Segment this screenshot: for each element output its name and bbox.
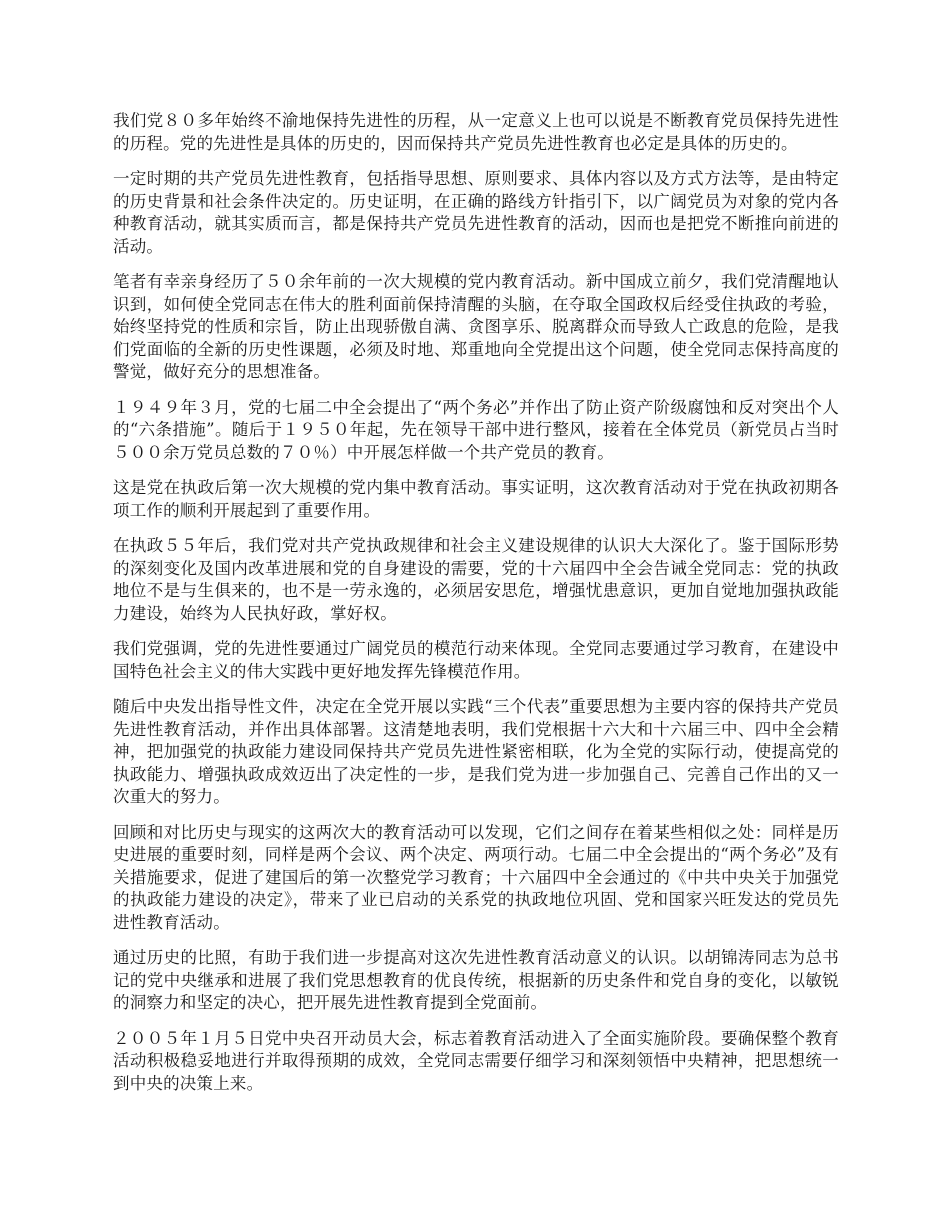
paragraph-10: 通过历史的比照，有助于我们进一步提高对这次先进性教育活动意义的认识。以胡锦涛同志为总书记的党中央继承和进展了我们党思想教育的优良传统，根据新的历史条件和党自身的变化，以敏锐的洞察力和坚定的决心，把开展先进性教育提到全党面前。 [113, 948, 839, 1012]
paragraph-1: 我们党８０多年始终不渝地保持先进性的历程，从一定意义上也可以说是不断教育党员保持先进性的历程。党的先进性是具体的历史的，因而保持共产党员先进性教育也必定是具体的历史的。 [113, 111, 839, 153]
paragraph-2: 一定时期的共产党员先进性教育，包括指导思想、原则要求、具体内容以及方式方法等，是由特定的历史背景和社会条件决定的。历史证明，在正确的路线方针指引下，以广阔党员为对象的党内各种教育活动，就其实质而言，都是保持共产党员先进性教育的活动，因而也是把党不断推向前进的活动。 [113, 169, 839, 256]
paragraph-8: 随后中央发出指导性文件，决定在全党开展以实践“三个代表”重要思想为主要内容的保持共产党员先进性教育活动，并作出具体部署。这清楚地表明，我们党根据十六大和十六届三中、四中全会精神，把加强党的执政能力建设同保持共产党员先进性紧密相联，化为全党的实际行动，使提高党的执政能力、增强执政成效迈出了决定性的一步，是我们党为进一步加强自己、完善自己作出的又一次重大的努力。 [113, 697, 839, 806]
paragraph-11: ２００５年１月５日党中央召开动员大会，标志着教育活动进入了全面实施阶段。要确保整个教育活动积极稳妥地进行并取得预期的成效，全党同志需要仔细学习和深刻领悟中央精神，把思想统一到中央的决策上来。 [113, 1028, 839, 1093]
paragraph-4: １９４９年３月，党的七届二中全会提出了“两个务必”并作出了防止资产阶级腐蚀和反对突出个人的“六条措施”。随后于１９５０年起，先在领导干部中进行整风，接着在全体党员（新党员占当时５００余万党员总数的７０％）中开展怎样做一个共产党员的教育。 [113, 397, 839, 462]
document-body [113, 110, 839, 1108]
paragraph-6: 在执政５５年后，我们党对共产党执政规律和社会主义建设规律的认识大大深化了。鉴于国际形势的深刻变化及国内改革进展和党的自身建设的需要，党的十六届四中全会告诫全党同志：党的执政地位不是与生俱来的，也不是一劳永逸的，必须居安思危，增强忧患意识，更加自觉地加强执政能力建设，始终为人民执好政，掌好权。 [113, 536, 839, 623]
paragraph-9: 回顾和对比历史与现实的这两次大的教育活动可以发现，它们之间存在着某些相似之处：同样是历史进展的重要时刻，同样是两个会议、两个决定、两项行动。七届二中全会提出的“两个务必”及有关措施要求，促进了建国后的第一次整党学习教育；十六届四中全会通过的《中共中央关于加强党的执政能力建设的决定》，带来了业已启动的关系党的执政地位巩固、党和国家兴旺发达的党员先进性教育活动。 [113, 822, 839, 932]
paragraph-7: 我们党强调，党的先进性要通过广阔党员的模范行动来体现。全党同志要通过学习教育，在建设中国特色社会主义的伟大实践中更好地发挥先锋模范作用。 [113, 639, 839, 681]
paragraph-5: 这是党在执政后第一次大规模的党内集中教育活动。事实证明，这次教育活动对于党在执政初期各项工作的顺利开展起到了重要作用。 [113, 478, 839, 520]
paragraph-3: 笔者有幸亲身经历了５０余年前的一次大规模的党内教育活动。新中国成立前夕，我们党清醒地认识到，如何使全党同志在伟大的胜利面前保持清醒的头脑，在夺取全国政权后经受住执政的考验，始终坚持党的性质和宗旨，防止出现骄傲自满、贪图享乐、脱离群众而导致人亡政息的危险，是我们党面临的全新的历史性课题，必须及时地、郑重地向全党提出这个问题，使全党同志保持高度的警觉，做好充分的思想准备。 [113, 272, 839, 381]
